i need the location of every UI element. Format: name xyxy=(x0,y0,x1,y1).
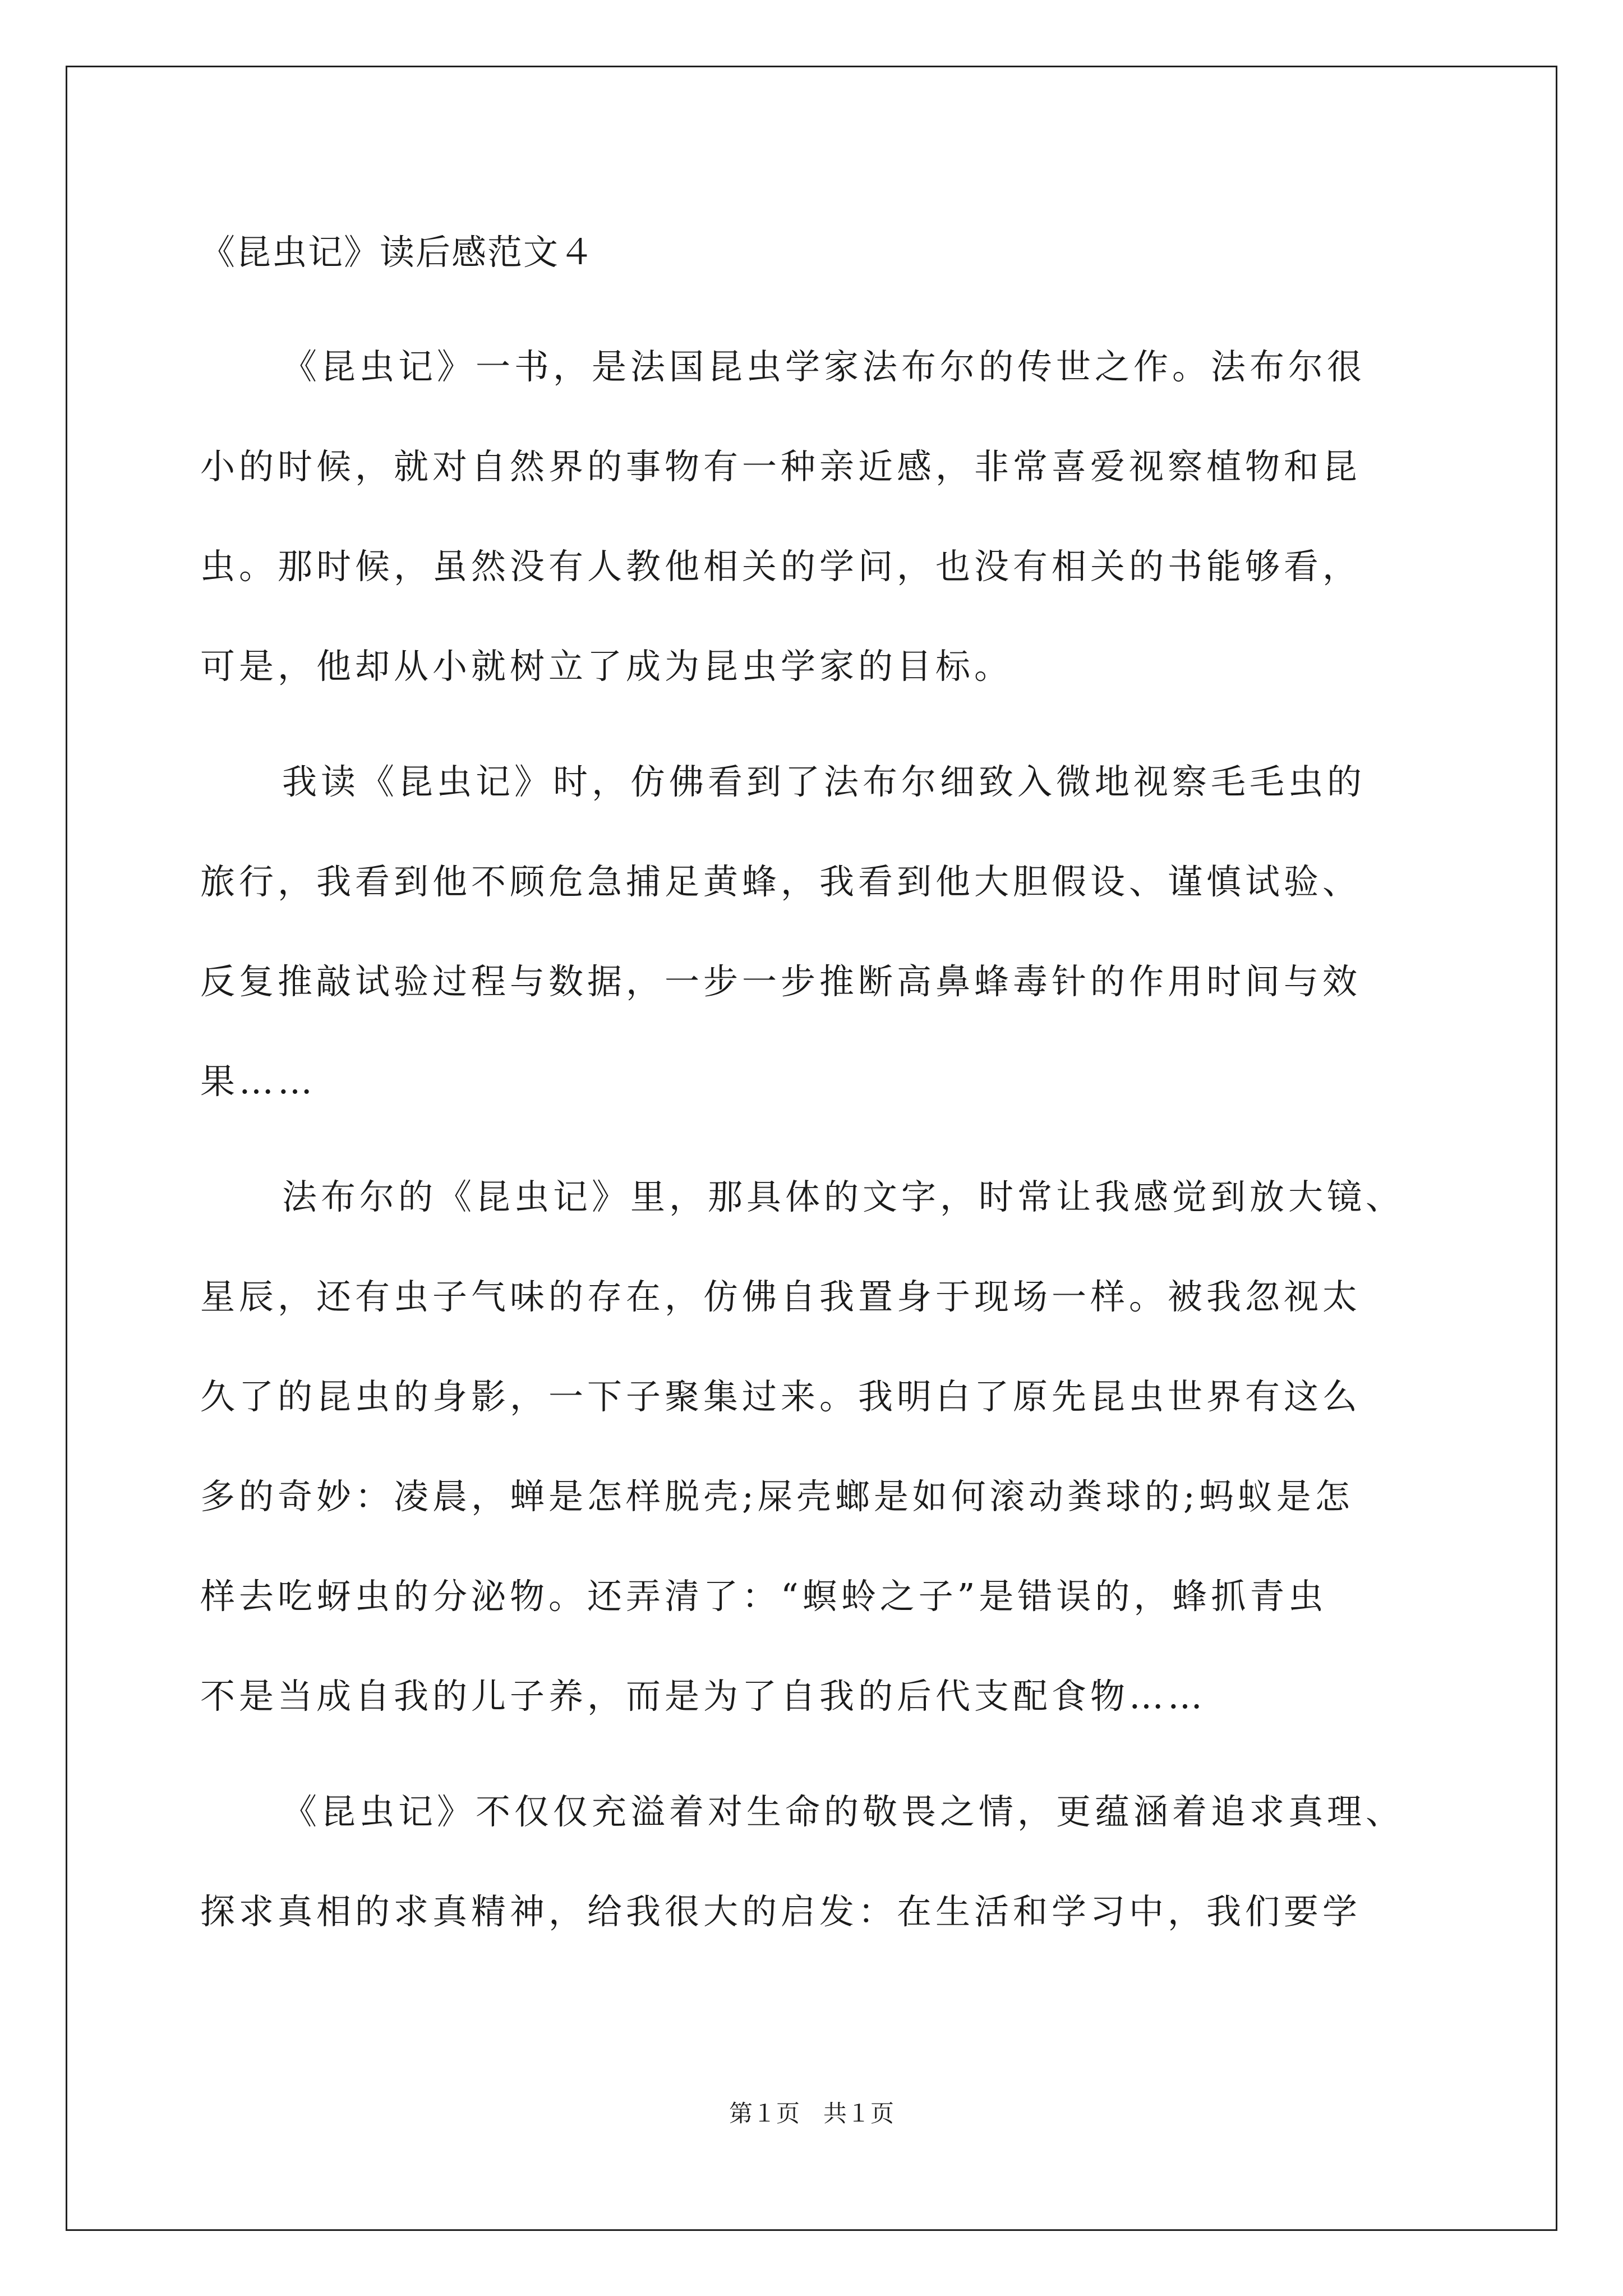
paragraph-line: 久了的昆虫的身影，一下子聚集过来。我明白了原先昆虫世界有这么 xyxy=(200,1376,1362,1417)
paragraph-line: 《昆虫记》一书，是法国昆虫学家法布尔的传世之作。法布尔很 xyxy=(282,346,1366,387)
paragraph-line: 可是，他却从小就树立了成为昆虫学家的目标。 xyxy=(200,646,1013,687)
paragraph-line: 样去吃蚜虫的分泌物。还弄清了：“螟蛉之子”是错误的，蜂抓青虫 xyxy=(200,1576,1327,1617)
paragraph-line: 旅行，我看到他不顾危急捕足黄蜂，我看到他大胆假设、谨慎试验、 xyxy=(200,861,1362,902)
page-number-footer: 第１页 共１页 xyxy=(728,2100,894,2127)
paragraph-line: 小的时候，就对自然界的事物有一种亲近感，非常喜爱视察植物和昆 xyxy=(200,446,1362,487)
paragraph-line: 虫。那时候，虽然没有人教他相关的学问，也没有相关的书能够看， xyxy=(200,546,1362,587)
paragraph-line: 多的奇妙：凌晨，蝉是怎样脱壳;屎壳螂是如何滚动粪球的;蚂蚁是怎 xyxy=(200,1476,1354,1517)
paragraph-line: 反复推敲试验过程与数据，一步一步推断高鼻蜂毒针的作用时间与效 xyxy=(200,961,1362,1002)
paragraph-4 xyxy=(200,1762,1490,1962)
paragraph-line: 星辰，还有虫子气味的存在，仿佛自我置身于现场一样。被我忽视太 xyxy=(200,1276,1362,1317)
paragraph-1 xyxy=(200,317,1490,716)
paragraph-line: 我读《昆虫记》时，仿佛看到了法布尔细致入微地视察毛毛虫的 xyxy=(282,761,1366,802)
paragraph-line: 探求真相的求真精神，给我很大的启发：在生活和学习中，我们要学 xyxy=(200,1891,1362,1932)
paragraph-line: 果…… xyxy=(200,1061,317,1102)
paragraph-2 xyxy=(200,732,1490,1131)
paragraph-line: 不是当成自我的儿子养，而是为了自我的后代支配食物…… xyxy=(200,1676,1207,1717)
document-body xyxy=(200,317,1490,1977)
paragraph-line: 法布尔的《昆虫记》里，那具体的文字，时常让我感觉到放大镜、 xyxy=(282,1176,1405,1217)
document-title: 《昆虫记》读后感范文４ xyxy=(200,232,596,273)
paragraph-line: 《昆虫记》不仅仅充溢着对生命的敬畏之情，更蕴涵着追求真理、 xyxy=(282,1791,1405,1832)
paragraph-3 xyxy=(200,1147,1490,1746)
